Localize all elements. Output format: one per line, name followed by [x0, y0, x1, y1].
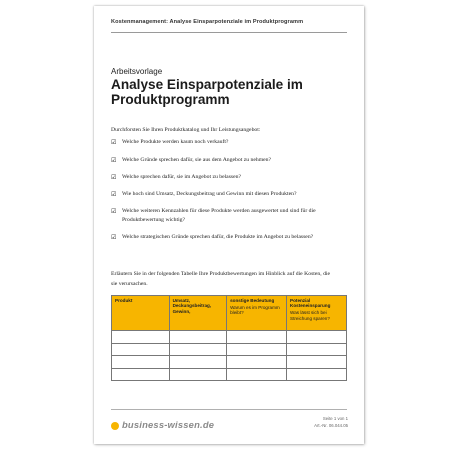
table-cell[interactable]: [287, 343, 347, 356]
page-number: Seite 1 von 1: [322, 416, 348, 421]
table-cell[interactable]: [112, 356, 170, 369]
table-cell[interactable]: [169, 356, 227, 369]
header-divider: [111, 32, 347, 33]
column-header-produkt: Produkt: [112, 296, 170, 331]
checked-box-icon: ☑: [111, 207, 117, 215]
question-item: [111, 207, 351, 226]
table-cell[interactable]: [227, 343, 287, 356]
question-item: [111, 233, 351, 243]
table-cell[interactable]: [227, 331, 287, 344]
table-header-row: [112, 296, 347, 331]
question-text: Welche sprechen dafür, sie im Angebot zu belassen?: [122, 173, 242, 180]
table-instruction: Erläutern Sie in der folgenden Tabelle Ihre Produktbewertungen im Hinblick auf die Kosten, die sie verursachen.: [111, 271, 331, 287]
footer-divider: [111, 409, 347, 410]
table-cell[interactable]: [287, 331, 347, 344]
document-kicker: Arbeitsvorlage: [111, 67, 163, 76]
intro-text: Durchforsten Sie Ihren Produktkatalog und Ihr Leistungsangebot:: [111, 127, 261, 133]
checked-box-icon: ☑: [111, 173, 117, 181]
table-row: [112, 343, 347, 356]
table-cell[interactable]: [112, 368, 170, 381]
logo-dot-icon: [111, 422, 119, 430]
checked-box-icon: ☑: [111, 234, 117, 242]
checked-box-icon: ☑: [111, 139, 117, 146]
question-text: Welche strategischen Gründe sprechen dafür, die Produkte im Angebot zu belassen?: [122, 234, 314, 241]
brand-logo: business-wissen.de: [122, 419, 215, 430]
document-title: Analyse Einsparpotenziale im Produktprogramm: [111, 77, 303, 107]
footer-meta: [314, 415, 348, 429]
question-text: Welche Gründe sprechen dafür, sie aus dem Angebot zu nehmen?: [122, 156, 272, 163]
article-number: Art.-Nr. 06.044.05: [314, 423, 348, 428]
column-header-bedeutung: sonstige Bedeutung Warum es im Programm bleibt?: [227, 296, 287, 331]
table-cell[interactable]: [112, 343, 170, 356]
table-row: [112, 331, 347, 344]
table-cell[interactable]: [287, 368, 347, 381]
question-item: [111, 138, 351, 148]
question-text: Wie hoch sind Umsatz, Deckungsbeitrag und Gewinn mit diesen Produkten?: [122, 190, 297, 197]
table-cell[interactable]: [227, 356, 287, 369]
checked-box-icon: ☑: [111, 190, 117, 198]
checked-box-icon: ☑: [111, 156, 117, 164]
question-item: [111, 190, 351, 200]
question-text: Welche Produkte werden kaum noch verkauft?: [122, 139, 229, 145]
table-cell[interactable]: [227, 368, 287, 381]
column-subheader: Was lässt sich bei Streichung sparen?: [290, 310, 330, 321]
table-cell[interactable]: [287, 356, 347, 369]
question-list: [111, 138, 351, 250]
column-header-umsatz: Umsatz, Deckungsbeitrag, Gewinn,: [169, 296, 227, 331]
question-text: Welche weiteren Kennzahlen für diese Produkte werden ausgewertet und sind für die Produktbewertung wichtig?: [122, 207, 316, 224]
running-header: Kostenmanagement: Analyse Einsparpotenziale im Produktprogramm: [111, 19, 304, 25]
column-header-potenzial: Potenzial Kosteneinsparung Was lässt sich bei Streichung sparen?: [287, 296, 347, 331]
table-cell[interactable]: [112, 331, 170, 344]
question-item: [111, 156, 351, 166]
document-page: [94, 6, 364, 444]
question-item: [111, 173, 351, 183]
evaluation-table: [111, 295, 347, 381]
table-cell[interactable]: [169, 368, 227, 381]
table-row: [112, 368, 347, 381]
table-cell[interactable]: [169, 343, 227, 356]
table-cell[interactable]: [169, 331, 227, 344]
table-row: [112, 356, 347, 369]
column-subheader: Warum es im Programm bleibt?: [230, 304, 280, 316]
